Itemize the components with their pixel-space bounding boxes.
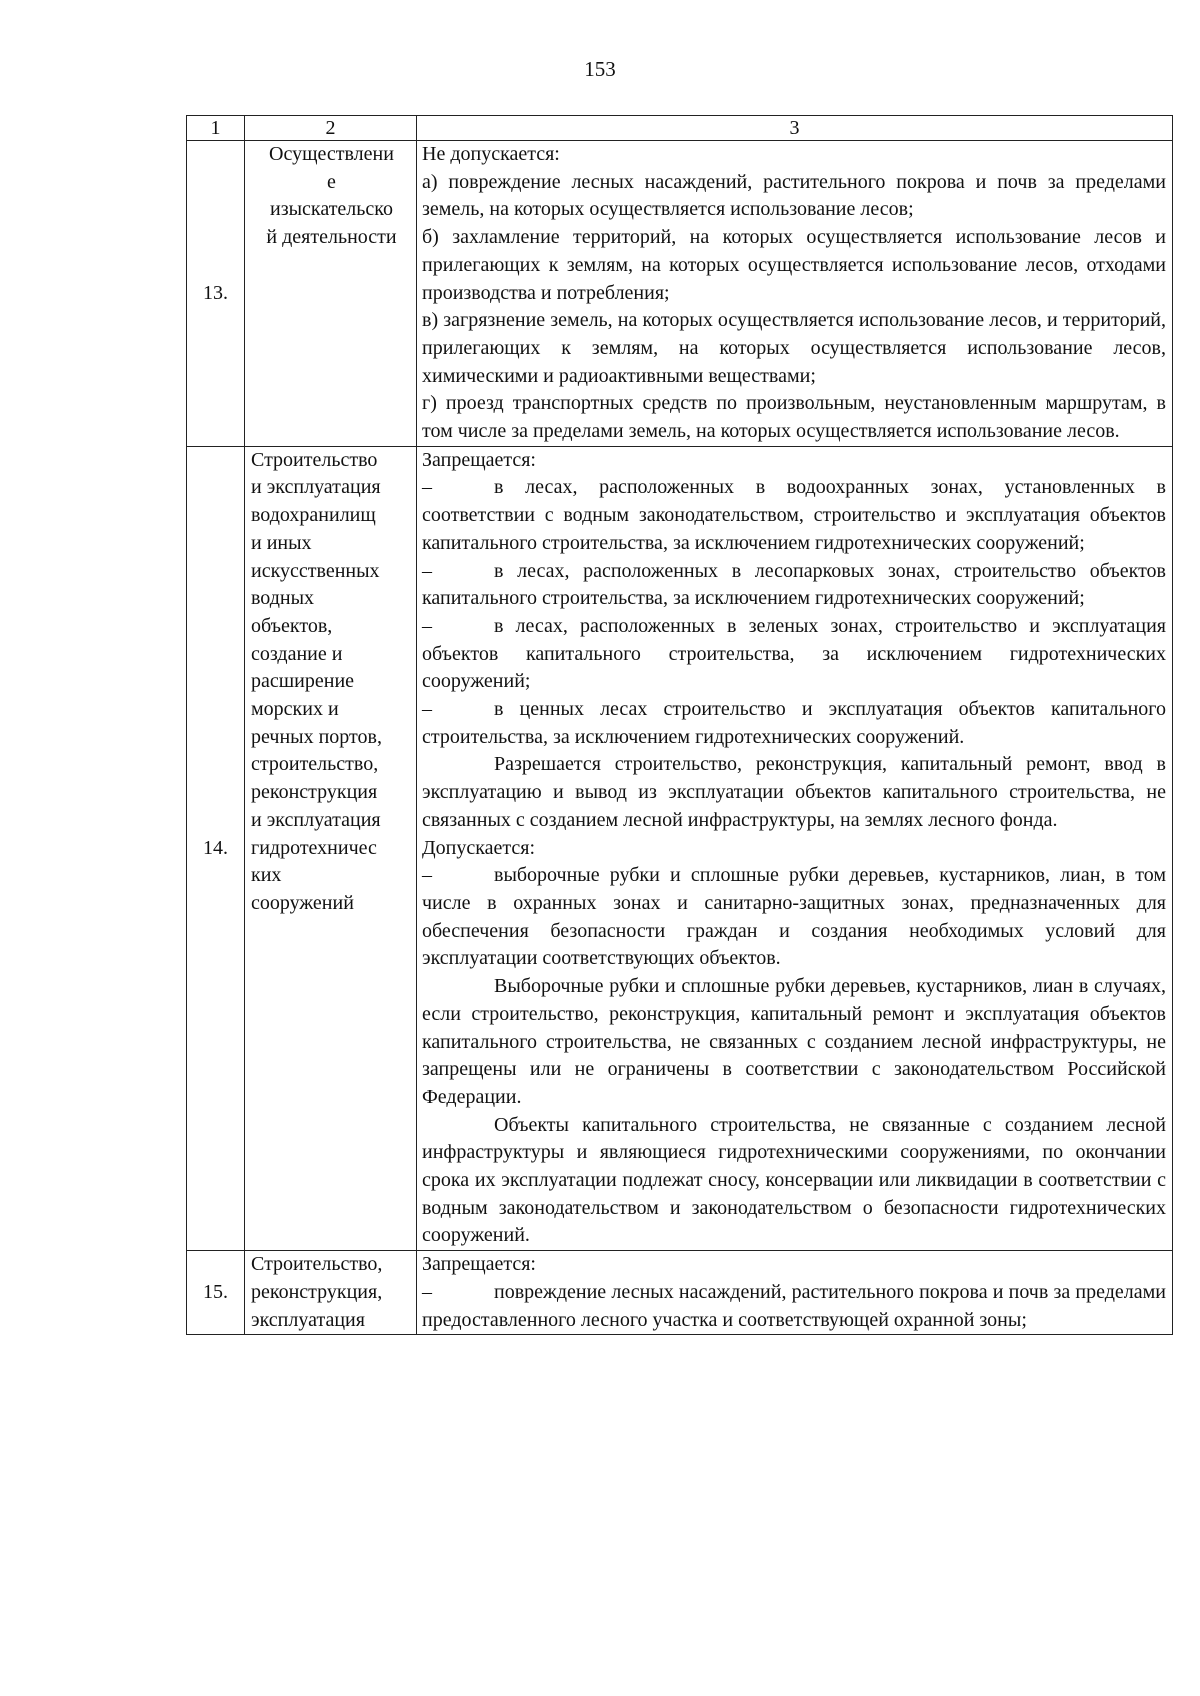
paragraph: Запрещается: — [422, 1253, 536, 1276]
table-row — [187, 446, 1173, 1250]
page-number: 153 — [584, 57, 616, 81]
activity-name-line: реконструкция, — [251, 1280, 383, 1303]
activity-name-line: речных портов, — [251, 725, 382, 748]
dash-list-item — [422, 613, 1166, 696]
indented-paragraph: Выборочные рубки и сплошные рубки деревьев, кустарников, лиан в случаях, если строительство, реконструкция, капитальный ремонт и эксплуатация объектов капитального строительства, не связанных с созданием лесной инфраструктуры, не запрещены или не ограничены в соответствии с законодательством Российской Федерации. — [422, 975, 1166, 1108]
paragraph-text: повреждение лесных насаждений, растительного покрова и почв за пределами предоставленного лесного участка и соответствующей охранной зоны; — [422, 1280, 1166, 1331]
activity-name-line: сооружений — [251, 891, 354, 914]
dash-marker: – — [422, 864, 432, 887]
paragraph: Запрещается: — [422, 448, 536, 471]
activity-name-line: е — [327, 170, 336, 193]
header-cell-2: 2 — [245, 116, 417, 141]
activity-name-line: расширение — [251, 670, 355, 693]
row-number: 14. — [187, 446, 245, 1250]
activity-name — [245, 141, 417, 447]
table-row — [187, 1251, 1173, 1335]
activity-name-line: и эксплуатация — [251, 808, 381, 831]
paragraph-text: в лесах, расположенных в лесопарковых зонах, строительство объектов капитального строительства, за исключением гидротехнических сооружений; — [422, 559, 1166, 610]
dash-list-item — [422, 474, 1166, 557]
activity-name-line: Строительство — [251, 448, 378, 471]
dash-list-item — [422, 558, 1166, 613]
activity-name-line: изыскательско — [270, 198, 393, 221]
restrictions-text — [417, 446, 1173, 1250]
regulation-table — [186, 115, 1173, 1335]
activity-name-line: ких — [251, 864, 282, 887]
table-header-row — [187, 116, 1173, 141]
header-cell-3: 3 — [417, 116, 1173, 141]
indented-paragraph: Разрешается строительство, реконструкция, капитальный ремонт, ввод в эксплуатацию и вывод из эксплуатации объектов капитального строительства, не связанных с созданием лесной инфраструктуры, на землях лесного фонда. — [422, 753, 1166, 831]
activity-name-line: реконструкция — [251, 781, 378, 804]
restrictions-text — [417, 141, 1173, 447]
activity-name-line: водных — [251, 587, 315, 610]
activity-name-line: объектов, — [251, 614, 333, 637]
restrictions-text — [417, 1251, 1173, 1335]
paragraph: г) проезд транспортных средств по произвольным, неустановленным маршрутам, в том числе за пределами земель, на которых осуществляется использование лесов. — [422, 392, 1166, 443]
activity-name-line: строительство, — [251, 753, 379, 776]
paragraph: Допускается: — [422, 836, 536, 859]
dash-marker: – — [422, 1280, 432, 1303]
activity-name-line: й деятельности — [266, 226, 397, 249]
dash-marker: – — [422, 698, 432, 721]
paragraph-text: выборочные рубки и сплошные рубки деревьев, кустарников, лиан, в том числе в охранных зонах и санитарно-защитных зонах, предназначенных для обеспечения безопасности граждан и создания необходимых условий для эксплуатации соответствующих объектов. — [422, 864, 1166, 970]
dash-marker: – — [422, 476, 432, 499]
paragraph: б) захламление территорий, на которых осуществляется использование лесов и прилегающих к землям, на которых осуществляется использование лесов, отходами производства и потребления; — [422, 226, 1166, 304]
paragraph-text: в лесах, расположенных в водоохранных зонах, установленных в соответствии с водным законодательством, строительство и эксплуатация объектов капитального строительства, за исключением гидротехнических сооружений; — [422, 476, 1166, 554]
indented-paragraph: Объекты капитального строительства, не связанные с созданием лесной инфраструктуры и являющиеся гидротехническими сооружениями, по окончании срока их эксплуатации подлежат сносу, консервации или ликвидации в соответствии с водным законодательством и законодательством о безопасности гидротехнических сооружений. — [422, 1113, 1166, 1247]
activity-name-line: и эксплуатация — [251, 476, 381, 499]
paragraph-text: в ценных лесах строительство и эксплуатация объектов капитального строительства, за исключением гидротехнических сооружений. — [422, 698, 1166, 748]
table-row — [187, 141, 1173, 447]
paragraph: а) повреждение лесных насаждений, растительного покрова и почв за пределами земель, на которых осуществляется использование лесов; — [422, 170, 1166, 221]
activity-name-line: эксплуатация — [251, 1308, 365, 1331]
activity-name — [245, 446, 417, 1250]
activity-name-line: Строительство, — [251, 1253, 383, 1276]
activity-name-line: морских и — [251, 698, 339, 721]
dash-marker: – — [422, 559, 432, 582]
activity-name-line: искусственных — [251, 559, 380, 582]
activity-name — [245, 1251, 417, 1335]
paragraph-text: в лесах, расположенных в зеленых зонах, строительство и эксплуатация объектов капитального строительства, за исключением гидротехнических сооружений; — [422, 614, 1166, 693]
row-number: 13. — [187, 141, 245, 447]
activity-name-line: гидротехничес — [251, 836, 377, 859]
row-number: 15. — [187, 1251, 245, 1335]
activity-name-line: и иных — [251, 531, 312, 554]
dash-marker: – — [422, 614, 432, 637]
header-cell-1: 1 — [187, 116, 245, 141]
dash-list-item — [422, 862, 1166, 973]
activity-name-line: создание и — [251, 642, 343, 665]
activity-name-line: водохранилищ — [251, 504, 376, 527]
dash-list-item — [422, 696, 1166, 751]
paragraph: Не допускается: — [422, 143, 560, 165]
dash-list-item — [422, 1279, 1166, 1334]
paragraph: в) загрязнение земель, на которых осуществляется использование лесов, и территорий, прилегающих к землям, на которых осуществляется использование лесов, химическими и радиоактивными веществами; — [422, 309, 1166, 387]
activity-name-line: Осуществлени — [269, 143, 394, 165]
